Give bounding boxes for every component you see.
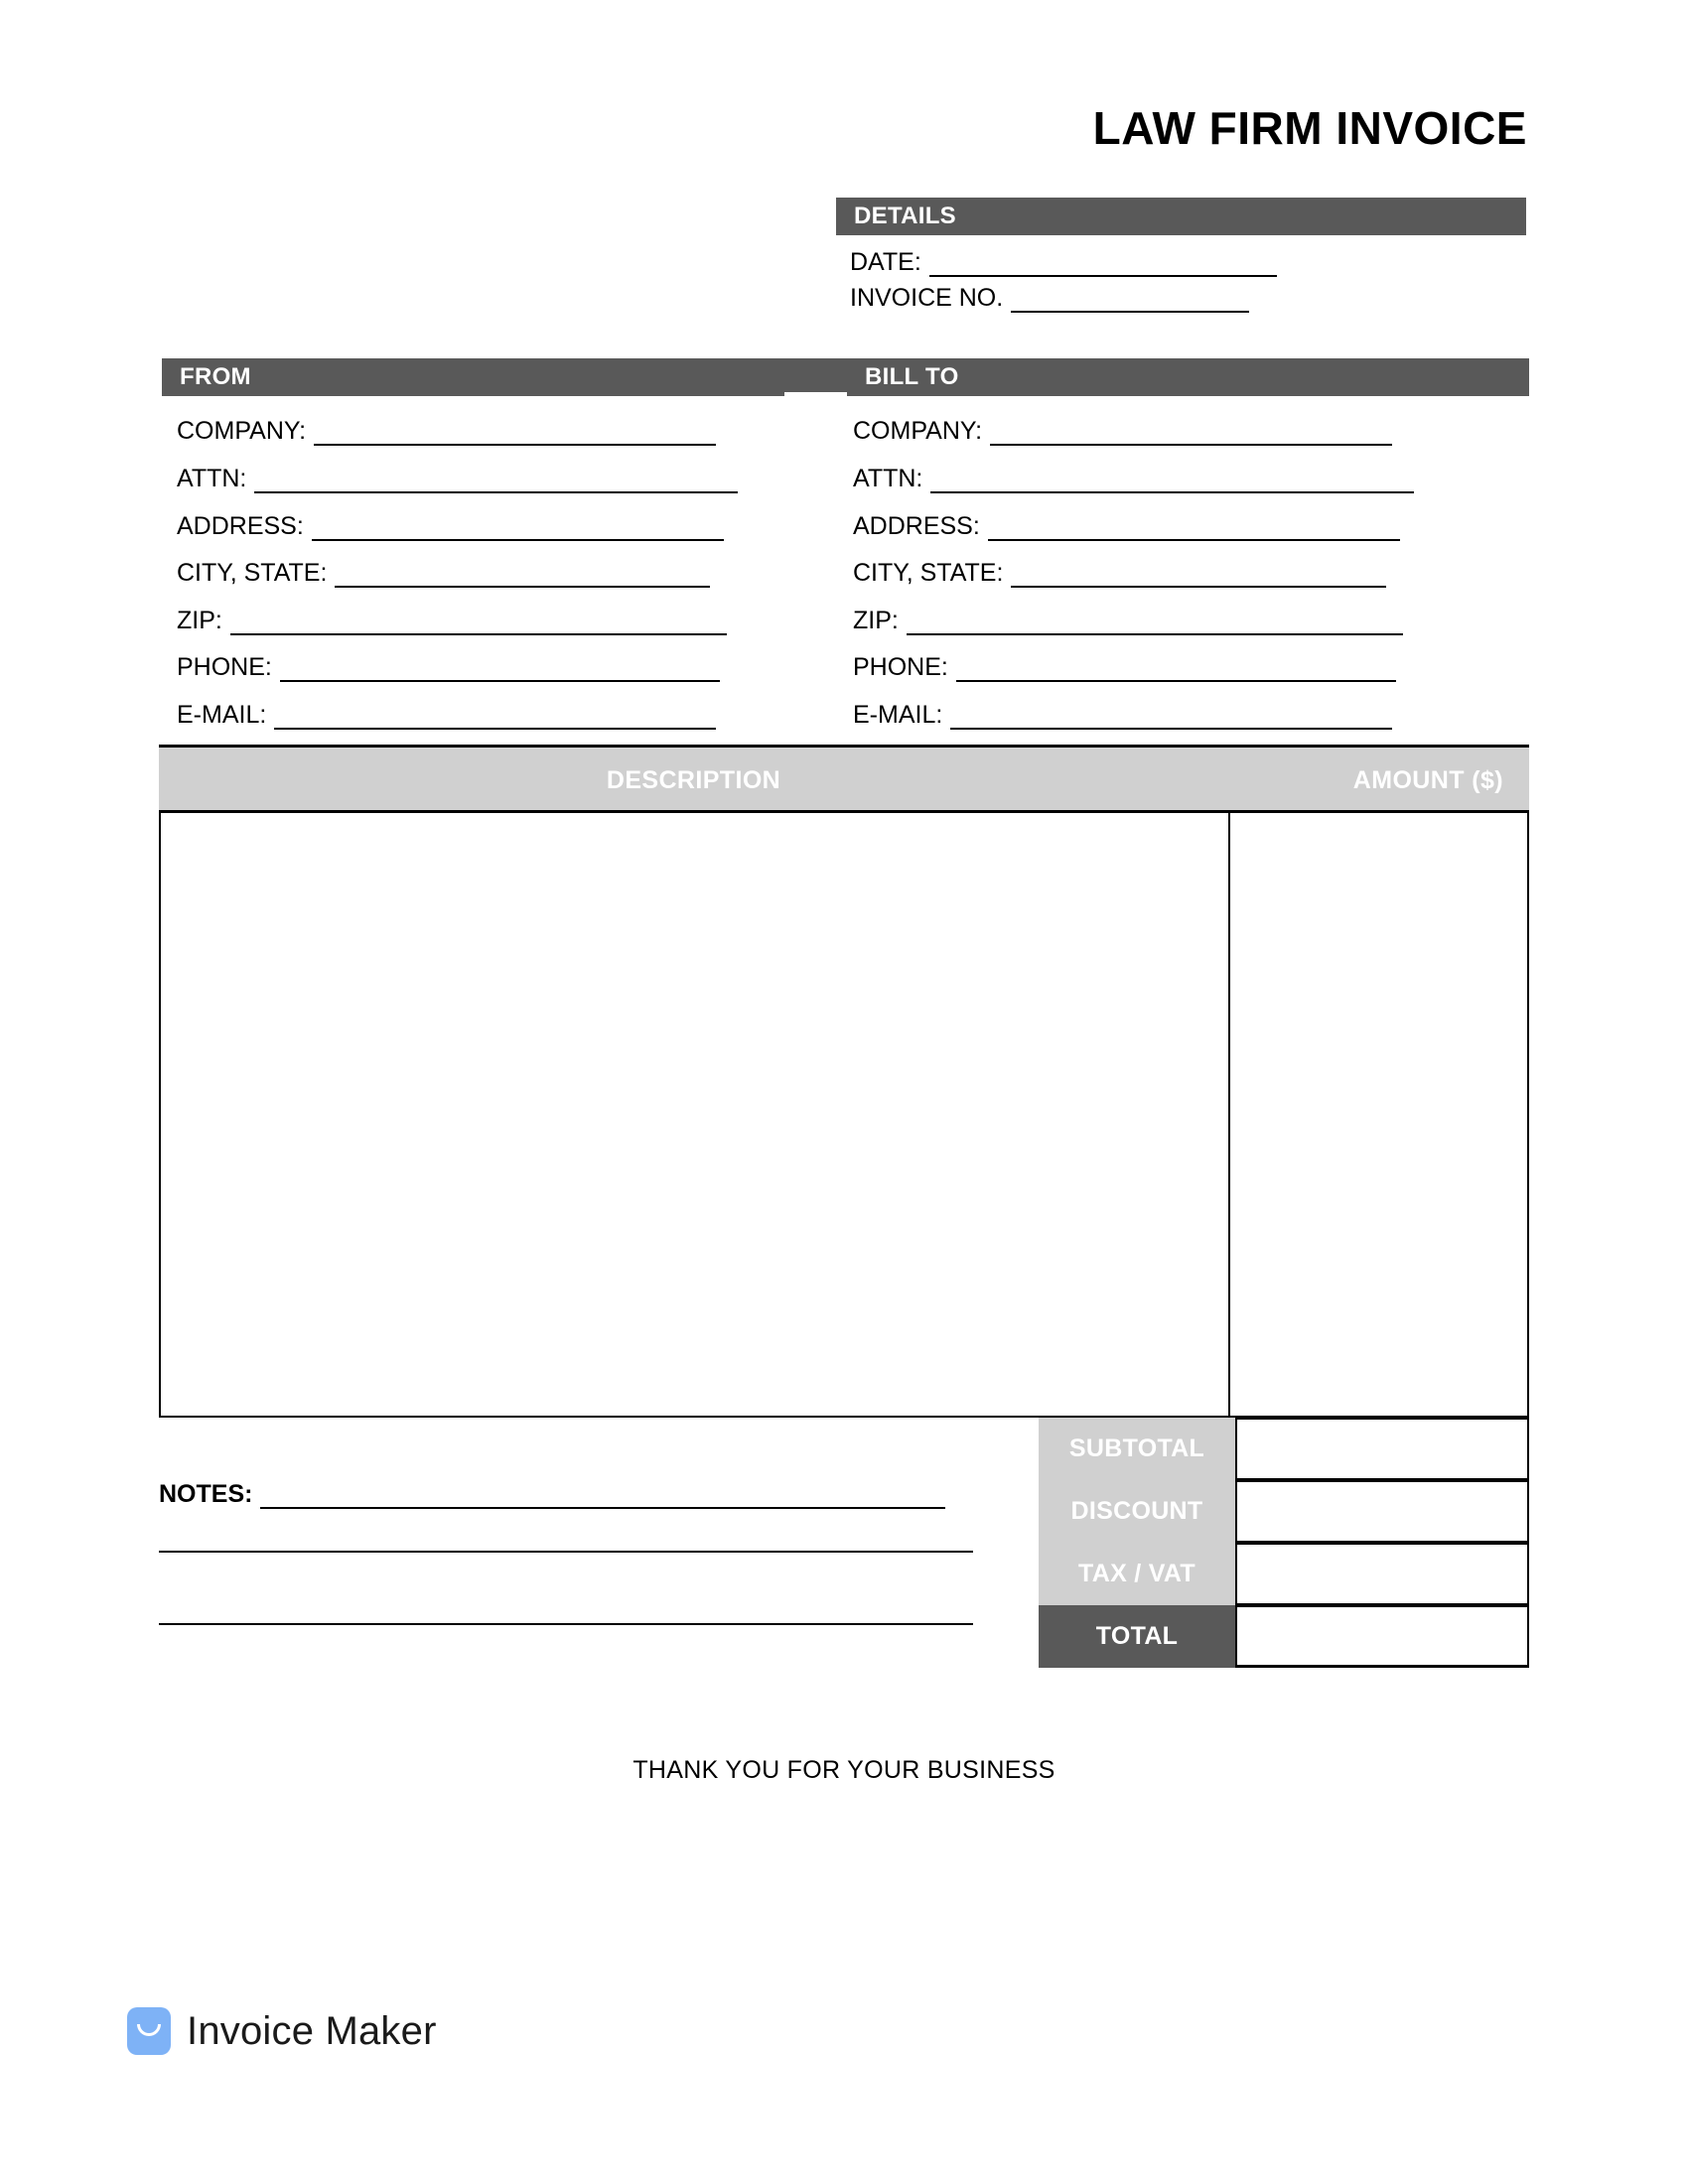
from-email-row[interactable] — [177, 700, 716, 730]
billto-attn-row[interactable] — [853, 464, 1414, 493]
notes-label: NOTES: — [159, 1480, 253, 1508]
billto-phone-row[interactable] — [853, 652, 1396, 682]
from-city-state-label: CITY, STATE: — [177, 559, 328, 587]
line-items-column-divider — [1228, 813, 1230, 1416]
billto-city-state-label: CITY, STATE: — [853, 559, 1004, 587]
from-zip-label: ZIP: — [177, 607, 222, 634]
from-email-label: E-MAIL: — [177, 701, 267, 729]
column-header-description: DESCRIPTION — [606, 766, 781, 794]
totals-row-subtotal — [1039, 1418, 1529, 1480]
total-label: TOTAL — [1039, 1605, 1237, 1668]
billto-zip-label: ZIP: — [853, 607, 899, 634]
from-company-input-rule[interactable] — [314, 420, 716, 446]
billto-company-input-rule[interactable] — [990, 420, 1392, 446]
tax-vat-label: TAX / VAT — [1039, 1543, 1237, 1605]
billto-company-label: COMPANY: — [853, 417, 983, 445]
billto-email-row[interactable] — [853, 700, 1392, 730]
from-attn-label: ATTN: — [177, 465, 247, 492]
from-zip-row[interactable] — [177, 606, 727, 635]
billto-phone-input-rule[interactable] — [956, 656, 1396, 682]
notes-input-rule-2[interactable] — [159, 1551, 973, 1553]
date-input-rule[interactable] — [929, 251, 1277, 277]
date-label: DATE: — [850, 248, 921, 276]
brand-name-label: Invoice Maker — [187, 2009, 437, 2053]
billto-email-label: E-MAIL: — [853, 701, 943, 729]
line-items-table-header — [159, 745, 1529, 810]
from-city-state-row[interactable] — [177, 558, 710, 588]
column-header-amount: AMOUNT ($) — [1352, 766, 1503, 794]
notes-input-rule-1[interactable] — [260, 1483, 945, 1509]
billto-company-row[interactable] — [853, 416, 1392, 446]
billto-email-input-rule[interactable] — [950, 704, 1392, 730]
billto-zip-row[interactable] — [853, 606, 1403, 635]
billto-city-state-row[interactable] — [853, 558, 1386, 588]
from-phone-row[interactable] — [177, 652, 720, 682]
from-attn-row[interactable] — [177, 464, 738, 493]
footer-brand — [127, 2007, 437, 2055]
billto-address-row[interactable] — [853, 511, 1400, 541]
from-city-state-input-rule[interactable] — [335, 562, 710, 588]
tax-vat-value[interactable] — [1237, 1543, 1529, 1605]
totals-row-total — [1039, 1605, 1529, 1668]
from-email-input-rule[interactable] — [274, 704, 716, 730]
notes-input-rule-3[interactable] — [159, 1623, 973, 1625]
from-phone-label: PHONE: — [177, 653, 272, 681]
date-field-row[interactable] — [850, 247, 1277, 277]
billto-attn-input-rule[interactable] — [930, 468, 1414, 493]
page-title: LAW FIRM INVOICE — [1092, 102, 1527, 154]
billto-address-label: ADDRESS: — [853, 512, 980, 540]
from-phone-input-rule[interactable] — [280, 656, 720, 682]
notes-first-line[interactable] — [159, 1479, 945, 1509]
details-section-header: DETAILS — [836, 198, 1526, 235]
billto-section-header: BILL TO — [865, 363, 959, 390]
smile-arc-shape — [137, 2024, 161, 2036]
billto-city-state-input-rule[interactable] — [1011, 562, 1386, 588]
billto-attn-label: ATTN: — [853, 465, 923, 492]
line-items-entry-area[interactable] — [159, 810, 1529, 1418]
from-address-row[interactable] — [177, 511, 724, 541]
from-section-header: FROM — [180, 363, 251, 390]
from-address-input-rule[interactable] — [312, 515, 724, 541]
invoice-no-field-row[interactable] — [850, 283, 1249, 313]
subtotal-value[interactable] — [1237, 1418, 1529, 1480]
totals-row-tax-vat — [1039, 1543, 1529, 1605]
billto-phone-label: PHONE: — [853, 653, 948, 681]
invoice-no-input-rule[interactable] — [1011, 287, 1249, 313]
header-bar-notch — [784, 392, 847, 396]
billto-address-input-rule[interactable] — [988, 515, 1400, 541]
billto-zip-input-rule[interactable] — [907, 610, 1403, 635]
discount-value[interactable] — [1237, 1480, 1529, 1543]
from-billto-header-bar — [162, 358, 1529, 396]
from-company-label: COMPANY: — [177, 417, 307, 445]
subtotal-label: SUBTOTAL — [1039, 1418, 1237, 1480]
from-address-label: ADDRESS: — [177, 512, 304, 540]
from-zip-input-rule[interactable] — [230, 610, 727, 635]
totals-section — [1039, 1418, 1529, 1668]
discount-label: DISCOUNT — [1039, 1480, 1237, 1543]
thank-you-message: THANK YOU FOR YOUR BUSINESS — [633, 1756, 1055, 1784]
total-value[interactable] — [1237, 1605, 1529, 1668]
invoice-no-label: INVOICE NO. — [850, 284, 1004, 312]
totals-row-discount — [1039, 1480, 1529, 1543]
from-company-row[interactable] — [177, 416, 716, 446]
smile-logo-icon — [127, 2007, 171, 2055]
from-attn-input-rule[interactable] — [254, 468, 738, 493]
